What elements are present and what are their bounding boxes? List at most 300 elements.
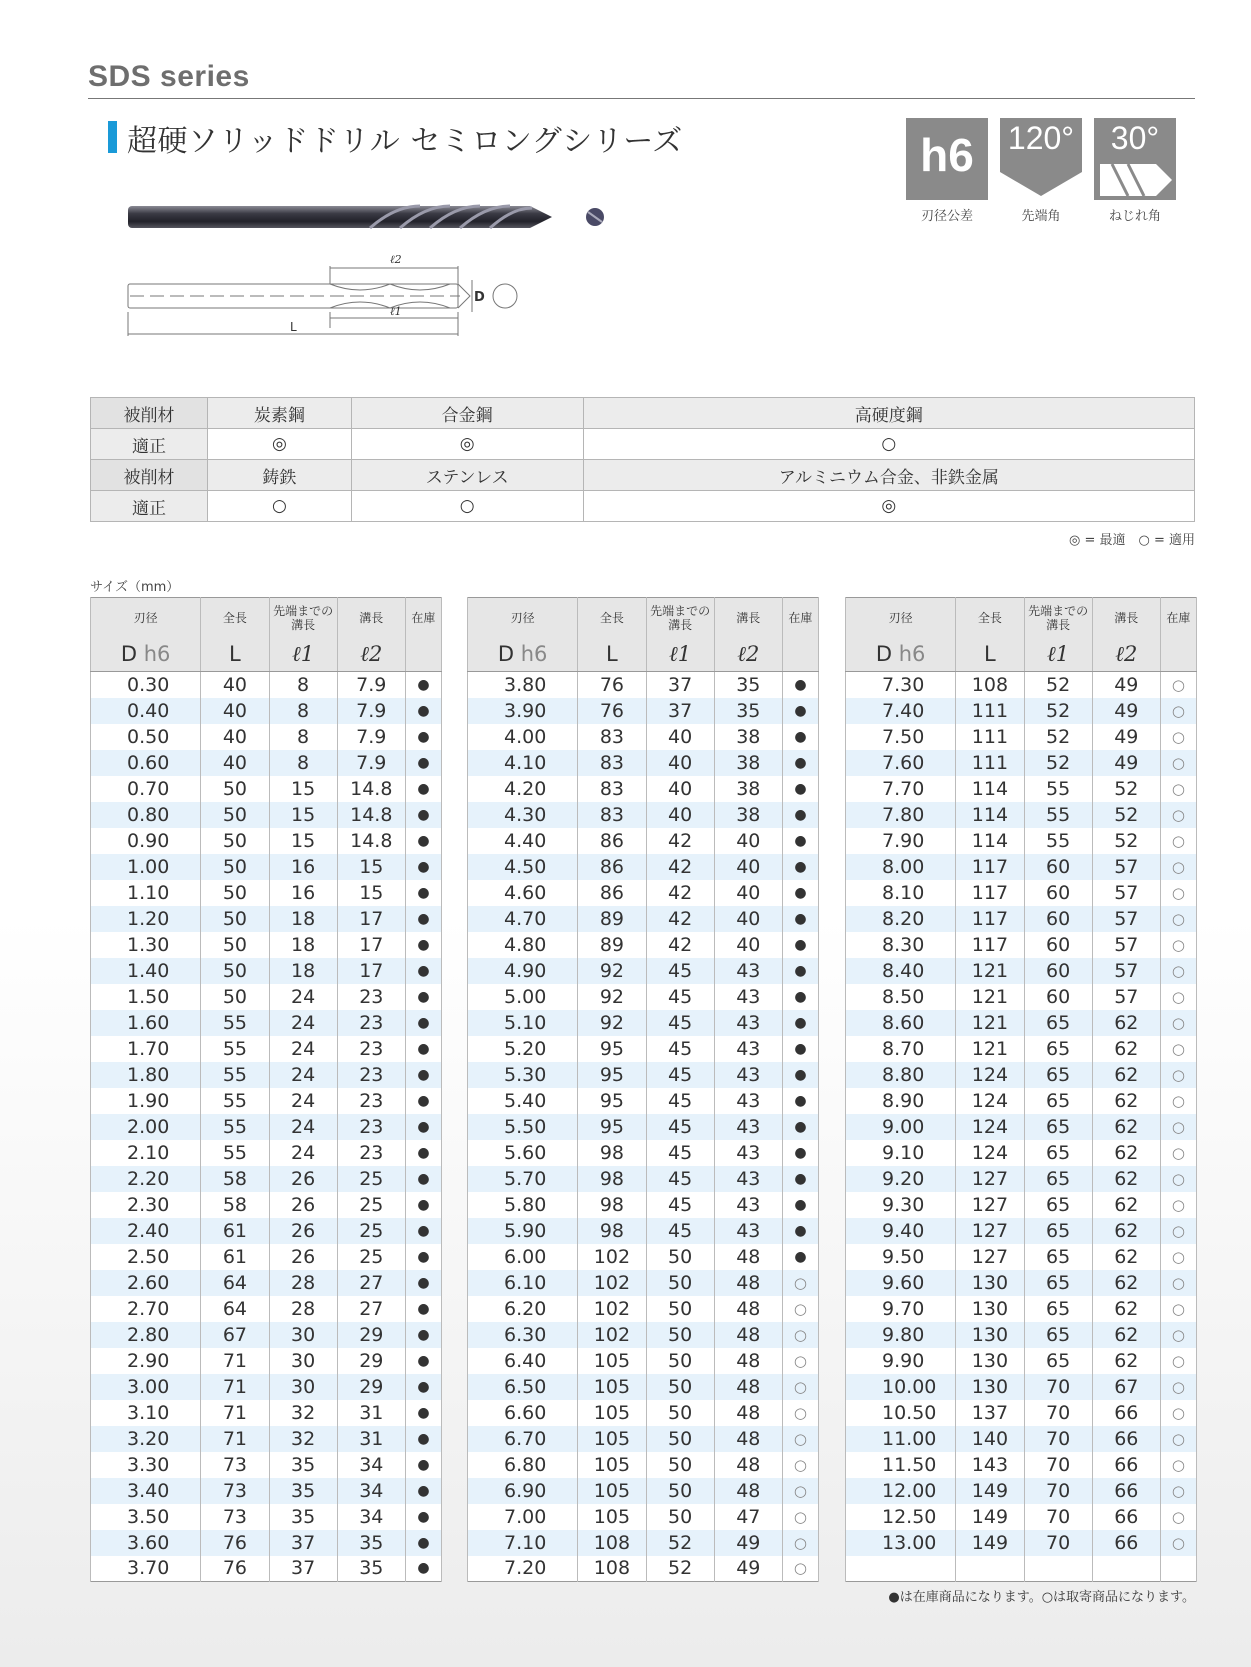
symbol-l2: ℓ2 xyxy=(1092,638,1160,672)
table-row xyxy=(468,776,819,802)
cell-l1: 40 xyxy=(646,802,714,828)
table-row xyxy=(846,984,1197,1010)
cell-length: 64 xyxy=(201,1270,269,1296)
cell-length: 114 xyxy=(956,828,1024,854)
cell-length: 124 xyxy=(956,1140,1024,1166)
cell-stock: ○ xyxy=(782,1348,818,1374)
cell-stock: ○ xyxy=(1160,724,1196,750)
cell-length: 50 xyxy=(201,828,269,854)
cell-l1: 65 xyxy=(1024,1166,1092,1192)
cell-stock: ● xyxy=(782,1166,818,1192)
cell-diameter: 8.20 xyxy=(846,906,956,932)
cell-diameter: 2.90 xyxy=(91,1348,201,1374)
cell-diameter: 9.50 xyxy=(846,1244,956,1270)
cell-l2: 29 xyxy=(337,1348,405,1374)
cell-l2: 48 xyxy=(714,1426,782,1452)
suitability-mark: ○ xyxy=(351,491,583,522)
material-carbon-steel: 炭素鋼 xyxy=(208,398,352,429)
cell-l1: 65 xyxy=(1024,1192,1092,1218)
cell-length: 92 xyxy=(578,958,646,984)
cell-l2: 62 xyxy=(1092,1270,1160,1296)
table-row xyxy=(846,1296,1197,1322)
cell-l1: 42 xyxy=(646,906,714,932)
helix-angle-spec-box xyxy=(1094,118,1176,200)
cell-length: 95 xyxy=(578,1088,646,1114)
symbol-diameter xyxy=(468,638,578,672)
cell-stock: ● xyxy=(405,1036,441,1062)
cell-l1: 8 xyxy=(269,750,337,776)
cell-diameter: 0.70 xyxy=(91,776,201,802)
cell-l1: 26 xyxy=(269,1218,337,1244)
cell-l1: 60 xyxy=(1024,906,1092,932)
cell-l1: 60 xyxy=(1024,958,1092,984)
cell-diameter: 7.80 xyxy=(846,802,956,828)
symbol-l2: ℓ2 xyxy=(714,638,782,672)
cell-diameter: 3.60 xyxy=(91,1530,201,1556)
cell-l1: 55 xyxy=(1024,802,1092,828)
table-row xyxy=(846,932,1197,958)
header-length: 全長 xyxy=(201,598,269,638)
cell-l1: 70 xyxy=(1024,1530,1092,1556)
cell-length: 50 xyxy=(201,776,269,802)
stock-footnote: ●は在庫商品になります。○は取寄商品になります。 xyxy=(888,1590,1195,1605)
cell-length: 130 xyxy=(956,1296,1024,1322)
cell-diameter: 2.00 xyxy=(91,1114,201,1140)
cell-l1: 32 xyxy=(269,1400,337,1426)
cell-l1: 28 xyxy=(269,1270,337,1296)
cell-diameter: 1.50 xyxy=(91,984,201,1010)
cell-diameter: 0.90 xyxy=(91,828,201,854)
cell-length: 98 xyxy=(578,1218,646,1244)
cell-length: 98 xyxy=(578,1140,646,1166)
cell-l1: 70 xyxy=(1024,1478,1092,1504)
cell-l2: 43 xyxy=(714,984,782,1010)
cell-l1: 18 xyxy=(269,958,337,984)
cell-l2: 7.9 xyxy=(337,698,405,724)
cell-diameter: 2.60 xyxy=(91,1270,201,1296)
material-row xyxy=(91,398,1195,429)
cell-length: 76 xyxy=(201,1556,269,1582)
cell-stock: ● xyxy=(782,698,818,724)
cell-length: 50 xyxy=(201,906,269,932)
cell-l1: 65 xyxy=(1024,1010,1092,1036)
cell-l2: 43 xyxy=(714,1114,782,1140)
cell-length: 89 xyxy=(578,906,646,932)
cell-l2: 62 xyxy=(1092,1140,1160,1166)
cell-diameter: 7.40 xyxy=(846,698,956,724)
cell-stock: ○ xyxy=(1160,750,1196,776)
symbol-tolerance: h6 xyxy=(520,642,548,667)
cell-length: 50 xyxy=(201,958,269,984)
cell-stock: ● xyxy=(782,1010,818,1036)
cell-stock: ○ xyxy=(1160,1374,1196,1400)
cell-diameter: 6.70 xyxy=(468,1426,578,1452)
cell-l1: 35 xyxy=(269,1504,337,1530)
cell-stock: ○ xyxy=(1160,1270,1196,1296)
cell-l2: 62 xyxy=(1092,1088,1160,1114)
symbol-l1: ℓ1 xyxy=(646,638,714,672)
cell-diameter: 9.90 xyxy=(846,1348,956,1374)
drill-illustration xyxy=(120,188,620,348)
cell-l2: 48 xyxy=(714,1348,782,1374)
cell-l2: 66 xyxy=(1092,1452,1160,1478)
cell-diameter: 1.00 xyxy=(91,854,201,880)
cell-length: 98 xyxy=(578,1192,646,1218)
cell-length: 108 xyxy=(956,672,1024,698)
cell-diameter: 4.00 xyxy=(468,724,578,750)
cell-l2: 38 xyxy=(714,776,782,802)
table-row xyxy=(91,698,442,724)
cell-length: 55 xyxy=(201,1036,269,1062)
cell-diameter: 7.60 xyxy=(846,750,956,776)
cell-l2: 49 xyxy=(1092,750,1160,776)
cell-length: 58 xyxy=(201,1166,269,1192)
cell-length: 121 xyxy=(956,1010,1024,1036)
cell-length: 121 xyxy=(956,1036,1024,1062)
cell-l1: 45 xyxy=(646,958,714,984)
cell-length: 50 xyxy=(201,880,269,906)
table-row xyxy=(846,1426,1197,1452)
cell-diameter: 4.80 xyxy=(468,932,578,958)
cell-stock: ● xyxy=(782,1244,818,1270)
cell-l2: 49 xyxy=(714,1556,782,1582)
cell-stock: ○ xyxy=(1160,1426,1196,1452)
cell-l2: 48 xyxy=(714,1322,782,1348)
table-row xyxy=(846,1452,1197,1478)
cell-l1: 42 xyxy=(646,880,714,906)
cell-l1: 45 xyxy=(646,1140,714,1166)
cell-length: 149 xyxy=(956,1478,1024,1504)
header-length: 全長 xyxy=(578,598,646,638)
cell-l2: 62 xyxy=(1092,1348,1160,1374)
cell-l2: 35 xyxy=(714,672,782,698)
cell-l1: 50 xyxy=(646,1504,714,1530)
header-stock: 在庫 xyxy=(405,598,441,638)
cell-length: 86 xyxy=(578,854,646,880)
cell-diameter: 6.20 xyxy=(468,1296,578,1322)
cell-l2: 62 xyxy=(1092,1114,1160,1140)
table-row xyxy=(91,984,442,1010)
cell-stock: ● xyxy=(405,880,441,906)
table-row xyxy=(846,1036,1197,1062)
cell-stock: ○ xyxy=(1160,828,1196,854)
cell-l1: 50 xyxy=(646,1400,714,1426)
cell-l2: 17 xyxy=(337,958,405,984)
cell-stock: ○ xyxy=(1160,958,1196,984)
table-row xyxy=(846,1218,1197,1244)
table-row xyxy=(846,828,1197,854)
cell-stock: ● xyxy=(405,1244,441,1270)
table-row xyxy=(846,1166,1197,1192)
cell-stock: ● xyxy=(405,1400,441,1426)
title-accent-bar xyxy=(108,121,117,153)
cell-stock: ● xyxy=(405,1296,441,1322)
cell-l2: 15 xyxy=(337,854,405,880)
symbol-d: D xyxy=(875,642,893,667)
cell-length: 55 xyxy=(201,1140,269,1166)
cell-length: 83 xyxy=(578,776,646,802)
cell-diameter: 5.60 xyxy=(468,1140,578,1166)
cell-stock: ● xyxy=(782,854,818,880)
cell-l1: 26 xyxy=(269,1166,337,1192)
cell-l2: 40 xyxy=(714,906,782,932)
table-row xyxy=(846,1088,1197,1114)
table-row xyxy=(846,1192,1197,1218)
cell-length: 64 xyxy=(201,1296,269,1322)
cell-l2: 62 xyxy=(1092,1166,1160,1192)
cell-l1: 35 xyxy=(269,1452,337,1478)
cell-l1: 45 xyxy=(646,1166,714,1192)
table-row xyxy=(846,958,1197,984)
cell-diameter: 0.50 xyxy=(91,724,201,750)
cell-stock: ● xyxy=(782,776,818,802)
cell-l2: 48 xyxy=(714,1478,782,1504)
cell-l1: 8 xyxy=(269,672,337,698)
table-row xyxy=(468,1504,819,1530)
table-row xyxy=(91,854,442,880)
table-row xyxy=(91,1010,442,1036)
symbol-tolerance: h6 xyxy=(143,642,171,667)
table-row xyxy=(91,932,442,958)
cell-stock: ○ xyxy=(782,1296,818,1322)
table-row xyxy=(846,698,1197,724)
table-row xyxy=(91,906,442,932)
suitability-mark: ○ xyxy=(583,429,1194,460)
table-row xyxy=(468,1036,819,1062)
cell-length: 105 xyxy=(578,1426,646,1452)
cell-l1: 52 xyxy=(1024,672,1092,698)
table-row xyxy=(91,958,442,984)
cell-diameter: 11.00 xyxy=(846,1426,956,1452)
cell-stock: ● xyxy=(782,1140,818,1166)
cell-length: 67 xyxy=(201,1322,269,1348)
cell-length: 95 xyxy=(578,1114,646,1140)
cell-diameter: 4.20 xyxy=(468,776,578,802)
cell-diameter: 0.30 xyxy=(91,672,201,698)
cell-diameter: 6.60 xyxy=(468,1400,578,1426)
symbol-stock xyxy=(1160,638,1196,672)
cell-diameter: 6.10 xyxy=(468,1270,578,1296)
cell-l2: 62 xyxy=(1092,1218,1160,1244)
table-row xyxy=(846,1010,1197,1036)
cell-stock: ● xyxy=(405,672,441,698)
cell-l1: 70 xyxy=(1024,1400,1092,1426)
cell-l1: 70 xyxy=(1024,1452,1092,1478)
cell-l2: 43 xyxy=(714,1192,782,1218)
cell-diameter: 2.80 xyxy=(91,1322,201,1348)
cell-l1: 50 xyxy=(646,1244,714,1270)
cell-length: 50 xyxy=(201,984,269,1010)
cell-l2: 7.9 xyxy=(337,724,405,750)
table-row xyxy=(846,1556,1197,1582)
cell-l1: 55 xyxy=(1024,828,1092,854)
material-alloy-steel: 合金鋼 xyxy=(351,398,583,429)
table-row xyxy=(91,1192,442,1218)
cell-stock: ● xyxy=(405,1556,441,1582)
cell-stock: ○ xyxy=(1160,1010,1196,1036)
cell-stock: ● xyxy=(782,1192,818,1218)
cell-diameter: 4.90 xyxy=(468,958,578,984)
cell-l1: 65 xyxy=(1024,1218,1092,1244)
cell-l1: 18 xyxy=(269,932,337,958)
table-symbol-row xyxy=(468,638,819,672)
cell-diameter: 0.40 xyxy=(91,698,201,724)
cell-l1: 15 xyxy=(269,776,337,802)
cell-diameter: 7.10 xyxy=(468,1530,578,1556)
cell-length: 55 xyxy=(201,1010,269,1036)
cell-length: 76 xyxy=(578,672,646,698)
table-row xyxy=(91,750,442,776)
cell-stock: ● xyxy=(782,880,818,906)
cell-l2: 23 xyxy=(337,984,405,1010)
cell-diameter: 8.30 xyxy=(846,932,956,958)
cell-length: 55 xyxy=(201,1062,269,1088)
cell-l2: 40 xyxy=(714,932,782,958)
table-row xyxy=(468,1270,819,1296)
cell-diameter: 3.30 xyxy=(91,1452,201,1478)
cell-length: 50 xyxy=(201,932,269,958)
cell-stock: ● xyxy=(405,1140,441,1166)
cell-stock: ○ xyxy=(782,1270,818,1296)
table-header-row xyxy=(846,598,1197,638)
cell-l1: 37 xyxy=(269,1556,337,1582)
point-angle-icon xyxy=(1000,158,1082,200)
cell-length: 102 xyxy=(578,1244,646,1270)
cell-diameter: 7.50 xyxy=(846,724,956,750)
cell-l2: 48 xyxy=(714,1244,782,1270)
cell-l1: 30 xyxy=(269,1348,337,1374)
cell-stock: ● xyxy=(405,854,441,880)
symbol-l1: ℓ1 xyxy=(269,638,337,672)
cell-l1: 42 xyxy=(646,932,714,958)
cell-diameter: 12.50 xyxy=(846,1504,956,1530)
cell-l1: 65 xyxy=(1024,1140,1092,1166)
cell-diameter: 12.00 xyxy=(846,1478,956,1504)
cell-stock: ○ xyxy=(1160,1088,1196,1114)
cell-diameter: 4.30 xyxy=(468,802,578,828)
cell-l2: 66 xyxy=(1092,1478,1160,1504)
cell-length: 105 xyxy=(578,1374,646,1400)
cell-l1: 8 xyxy=(269,698,337,724)
cell-length: 71 xyxy=(201,1400,269,1426)
cell-l1: 18 xyxy=(269,906,337,932)
cell-l2: 62 xyxy=(1092,1244,1160,1270)
table-row xyxy=(468,958,819,984)
cell-diameter: 3.40 xyxy=(91,1478,201,1504)
table-row xyxy=(846,1244,1197,1270)
symbol-l2: ℓ2 xyxy=(337,638,405,672)
cell-stock: ○ xyxy=(1160,854,1196,880)
cell-l1: 65 xyxy=(1024,1062,1092,1088)
cell-l1: 60 xyxy=(1024,880,1092,906)
cell-diameter: 3.90 xyxy=(468,698,578,724)
cell-stock: ● xyxy=(405,828,441,854)
cell-stock: ○ xyxy=(1160,698,1196,724)
cell-l1: 65 xyxy=(1024,1114,1092,1140)
cell-stock: ● xyxy=(782,1036,818,1062)
cell-diameter: 7.30 xyxy=(846,672,956,698)
tolerance-label: 刃径公差 xyxy=(920,209,973,224)
table-row xyxy=(91,1348,442,1374)
cell-l1: 60 xyxy=(1024,984,1092,1010)
cell-stock: ● xyxy=(782,958,818,984)
cell-diameter: 3.70 xyxy=(91,1556,201,1582)
table-row xyxy=(846,1322,1197,1348)
cell-stock: ● xyxy=(405,906,441,932)
cell-diameter: 6.30 xyxy=(468,1322,578,1348)
table-row xyxy=(91,672,442,698)
cell-l2: 57 xyxy=(1092,854,1160,880)
cell-diameter: 3.50 xyxy=(91,1504,201,1530)
header-l2: 溝長 xyxy=(714,598,782,638)
cell-length: 117 xyxy=(956,854,1024,880)
cell-stock: ○ xyxy=(1160,880,1196,906)
cell-length: 124 xyxy=(956,1114,1024,1140)
cell-l1: 35 xyxy=(269,1478,337,1504)
cell-l2: 35 xyxy=(714,698,782,724)
cell-length: 143 xyxy=(956,1452,1024,1478)
cell-l2: 43 xyxy=(714,1062,782,1088)
cell-l2: 66 xyxy=(1092,1426,1160,1452)
cell-diameter: 7.90 xyxy=(846,828,956,854)
cell-diameter: 6.50 xyxy=(468,1374,578,1400)
cell-length: 86 xyxy=(578,828,646,854)
cell-diameter: 5.90 xyxy=(468,1218,578,1244)
cell-l1: 16 xyxy=(269,854,337,880)
cell-diameter: 5.30 xyxy=(468,1062,578,1088)
table-row xyxy=(468,802,819,828)
cell-stock: ● xyxy=(405,932,441,958)
cell-l1: 65 xyxy=(1024,1036,1092,1062)
cell-l2: 34 xyxy=(337,1452,405,1478)
cell-l1: 24 xyxy=(269,1088,337,1114)
cell-stock: ○ xyxy=(1160,1062,1196,1088)
cell-diameter: 8.80 xyxy=(846,1062,956,1088)
cell-l1: 60 xyxy=(1024,854,1092,880)
table-row xyxy=(846,776,1197,802)
cell-length: 50 xyxy=(201,854,269,880)
cell-l2: 14.8 xyxy=(337,776,405,802)
cell-stock: ○ xyxy=(1160,1166,1196,1192)
cell-stock: ● xyxy=(405,1322,441,1348)
cell-length: 50 xyxy=(201,802,269,828)
cell-stock: ● xyxy=(782,1114,818,1140)
cell-l2: 31 xyxy=(337,1400,405,1426)
suitability-mark: ◎ xyxy=(208,429,352,460)
table-row xyxy=(846,1374,1197,1400)
cell-length: 58 xyxy=(201,1192,269,1218)
cell-diameter: 1.80 xyxy=(91,1062,201,1088)
cell-l2: 34 xyxy=(337,1504,405,1530)
cell-l1: 45 xyxy=(646,1062,714,1088)
table-row xyxy=(91,1452,442,1478)
cell-l1: 50 xyxy=(646,1296,714,1322)
cell-diameter: 3.00 xyxy=(91,1374,201,1400)
cell-l2: 57 xyxy=(1092,880,1160,906)
cell-length: 105 xyxy=(578,1478,646,1504)
cell-l1: 65 xyxy=(1024,1348,1092,1374)
cell-l2: 38 xyxy=(714,750,782,776)
table-row xyxy=(846,1348,1197,1374)
cell-length: 108 xyxy=(578,1530,646,1556)
cell-diameter: 3.80 xyxy=(468,672,578,698)
cell-stock: ● xyxy=(405,1452,441,1478)
cell-l1: 45 xyxy=(646,1036,714,1062)
cell-stock: ● xyxy=(782,932,818,958)
suitability-legend: ◎ = 最適 ○ = 適用 xyxy=(1068,533,1195,548)
material-table xyxy=(90,397,1195,522)
cell-l2: 14.8 xyxy=(337,828,405,854)
